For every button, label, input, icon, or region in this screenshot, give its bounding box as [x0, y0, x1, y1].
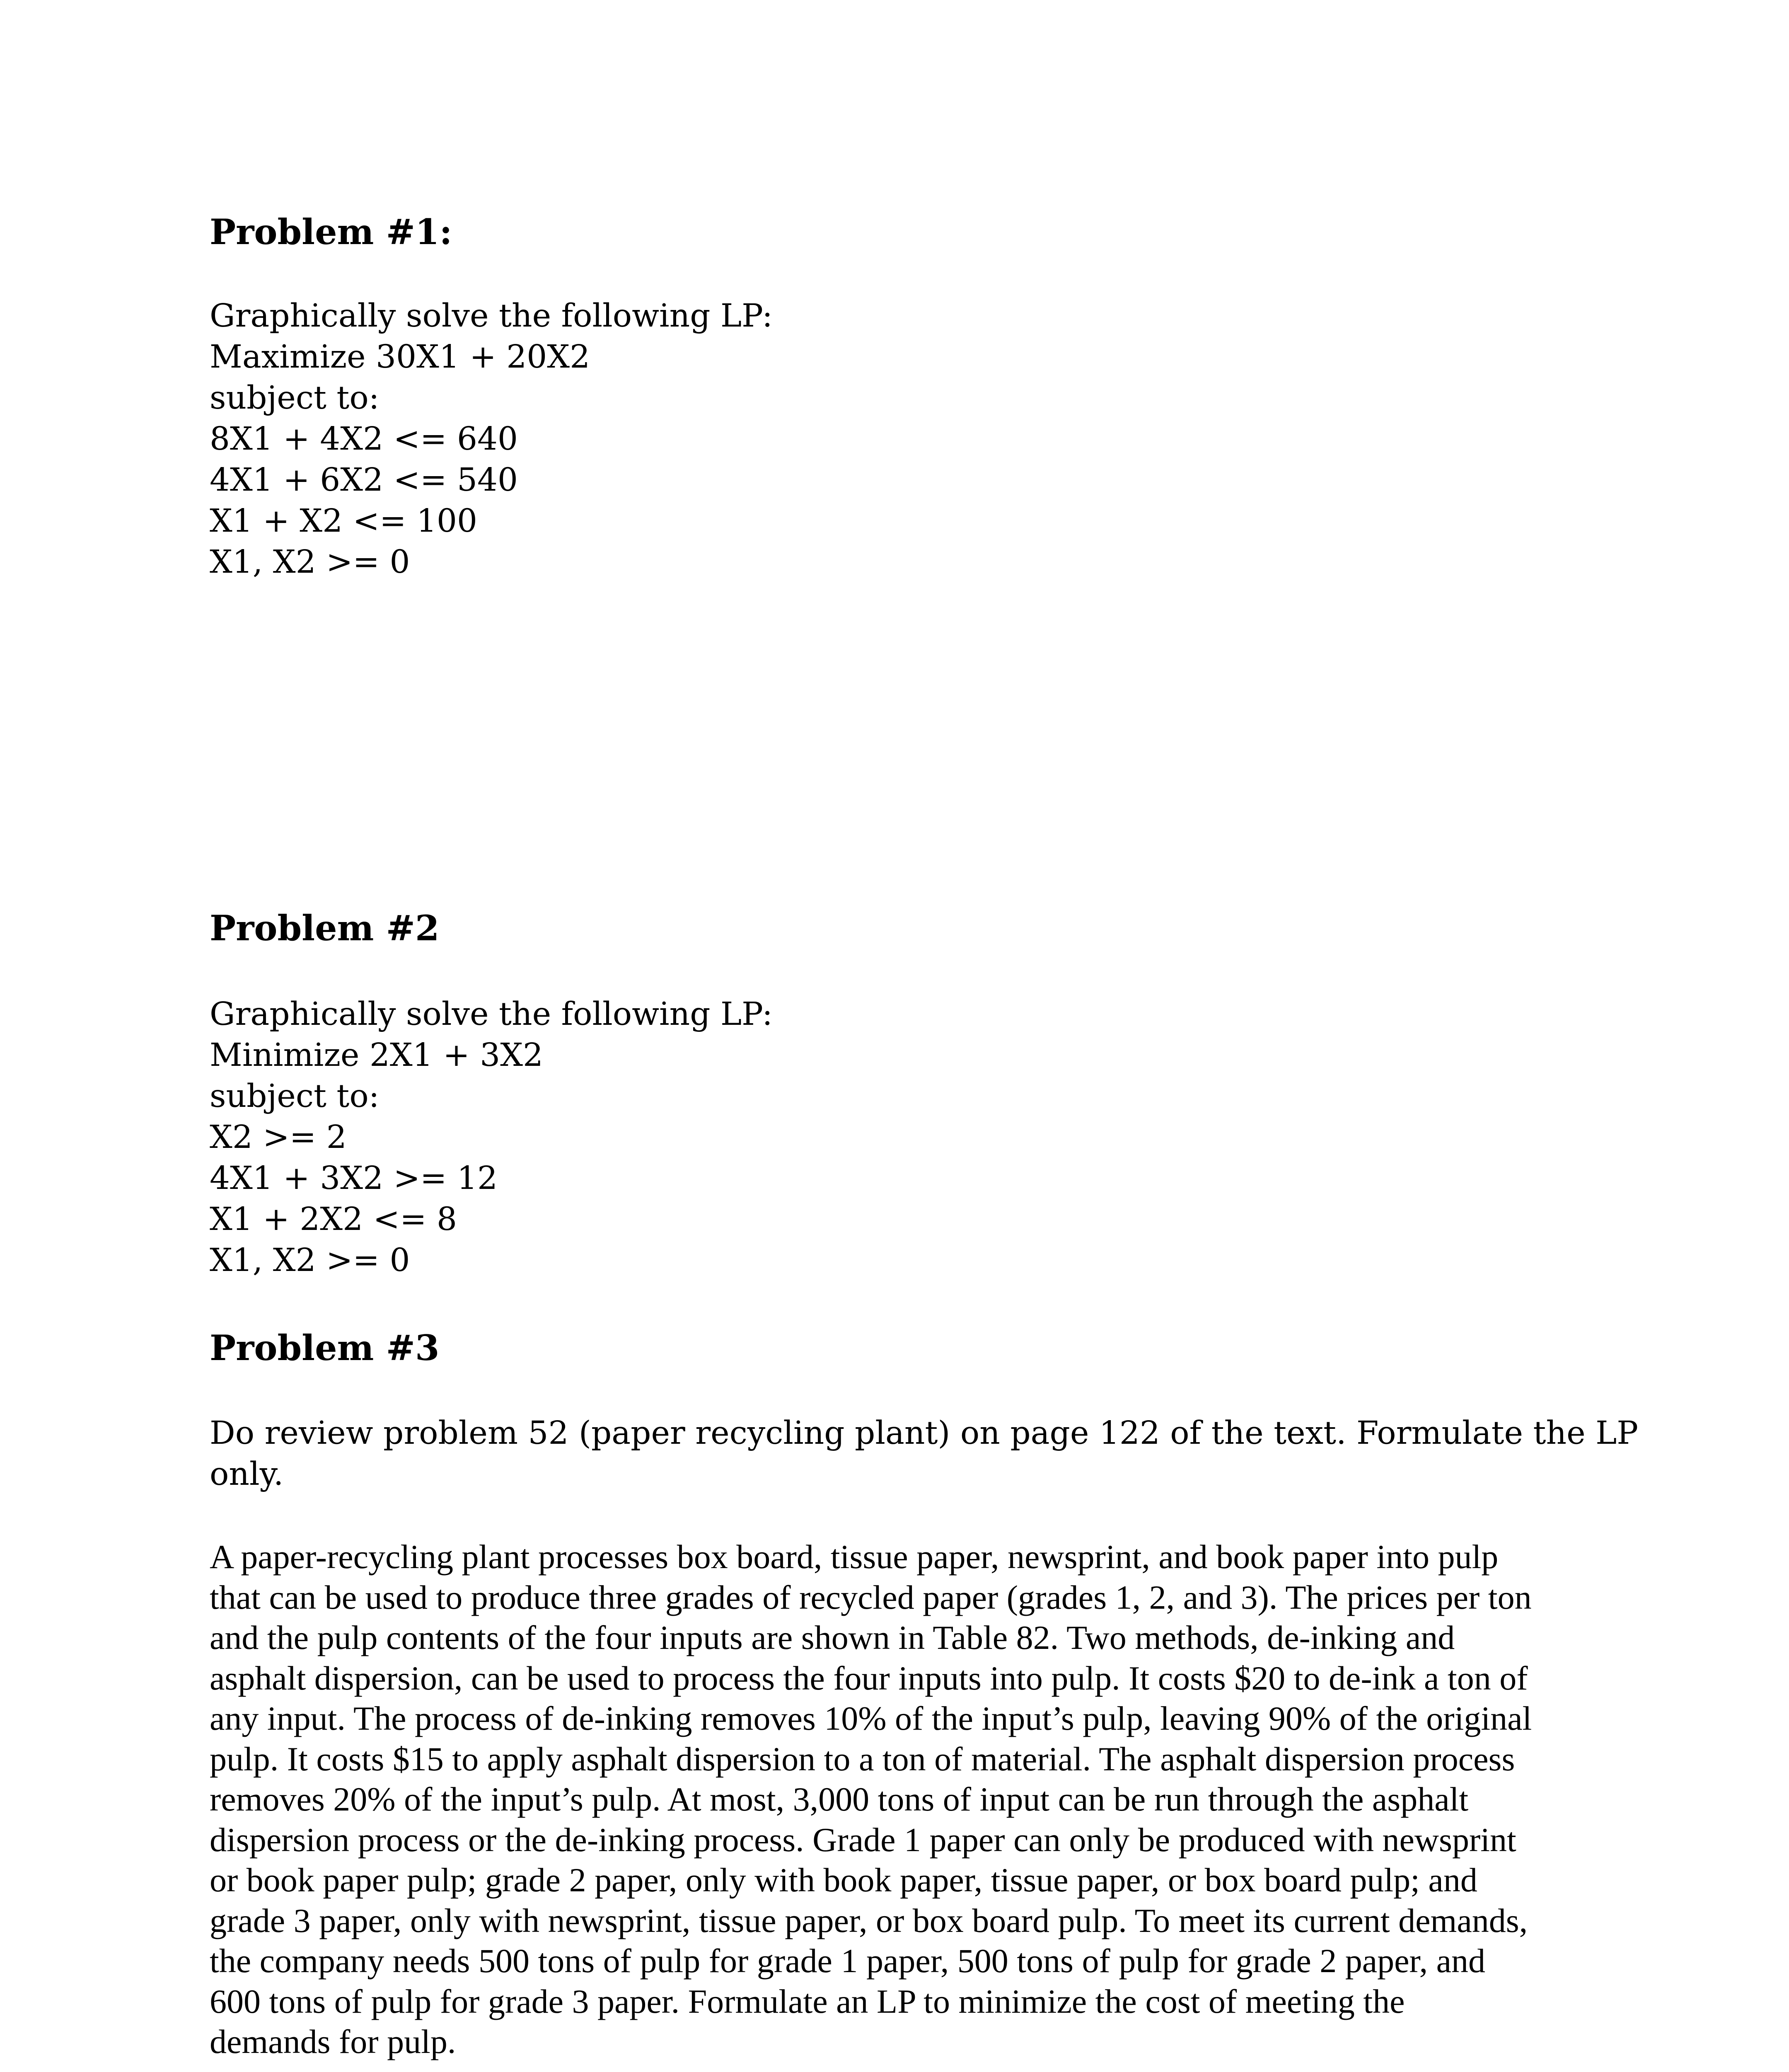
problem-3-description-line: demands for pulp. — [210, 2023, 456, 2060]
problem-3-description-line: any input. The process of de-inking removes 10% of the input’s pulp, leaving 90% of the original — [210, 1699, 1532, 1737]
problem-1-section — [210, 211, 1585, 253]
problem-3-description-line: grade 3 paper, only with newsprint, tissue paper, or box board pulp. To meet its current demands, — [210, 1901, 1528, 1939]
problem-1-line: subject to: — [210, 380, 380, 416]
problem-3-description-line: removes 20% of the input’s pulp. At most, 3,000 tons of input can be run through the asphalt — [210, 1780, 1469, 1818]
problem-2-line: X1 + 2X2 <= 8 — [210, 1201, 457, 1238]
problem-2-section — [210, 908, 1585, 949]
problem-1-line: 4X1 + 6X2 <= 540 — [210, 462, 518, 499]
problem-1-line: 8X1 + 4X2 <= 640 — [210, 421, 518, 457]
problem-2-line: Graphically solve the following LP: — [210, 996, 773, 1033]
problem-3-instruction-line: Do review problem 52 (paper recycling plant) on page 122 of the text. Formulate the LP — [210, 1415, 1639, 1452]
problem-3-heading: Problem #3 — [210, 1327, 440, 1368]
problem-1-line: Maximize 30X1 + 20X2 — [210, 339, 590, 375]
problem-3-description-line: that can be used to produce three grades of recycled paper (grades 1, 2, and 3). The prices per ton — [210, 1578, 1532, 1616]
problem-3-description-line: 600 tons of pulp for grade 3 paper. Formulate an LP to minimize the cost of meeting the — [210, 1982, 1405, 2020]
problem-1-lp — [210, 295, 1585, 583]
problem-3-instruction — [210, 1413, 1639, 1495]
problem-3-description-line: A paper-recycling plant processes box board, tissue paper, newsprint, and book paper into pulp — [210, 1538, 1499, 1576]
problem-3-description-line: asphalt dispersion, can be used to process the four inputs into pulp. It costs $20 to de-ink a ton of — [210, 1659, 1528, 1697]
problem-2-heading: Problem #2 — [210, 908, 440, 949]
problem-3-description-line: or book paper pulp; grade 2 paper, only with book paper, tissue paper, or box board pulp; and — [210, 1861, 1477, 1899]
problem-2-line: X2 >= 2 — [210, 1119, 347, 1156]
problem-1-line: X1, X2 >= 0 — [210, 544, 410, 581]
problem-3-description-line: the company needs 500 tons of pulp for grade 1 paper, 500 tons of pulp for grade 2 paper, and — [210, 1942, 1485, 1980]
problem-1-heading: Problem #1: — [210, 211, 452, 252]
problem-3-description-line: dispersion process or the de-inking process. Grade 1 paper can only be produced with newsprint — [210, 1820, 1516, 1859]
problem-3-description-line: and the pulp contents of the four inputs are shown in Table 82. Two methods, de-inking and — [210, 1619, 1455, 1656]
problem-2-line: 4X1 + 3X2 >= 12 — [210, 1160, 498, 1197]
problem-2-line: X1, X2 >= 0 — [210, 1242, 410, 1279]
problem-3-section — [210, 1327, 1585, 1369]
problem-2-line: subject to: — [210, 1078, 380, 1115]
problem-1-line: X1 + X2 <= 100 — [210, 503, 478, 540]
problem-3-description-line: pulp. It costs $15 to apply asphalt dispersion to a ton of material. The asphalt dispersion process — [210, 1740, 1515, 1778]
problem-3-instruction-line: only. — [210, 1456, 284, 1493]
problem-3-description — [210, 1537, 1585, 2062]
problem-2-lp — [210, 994, 1585, 1281]
problem-2-line: Minimize 2X1 + 3X2 — [210, 1037, 544, 1074]
problem-1-line: Graphically solve the following LP: — [210, 298, 773, 334]
